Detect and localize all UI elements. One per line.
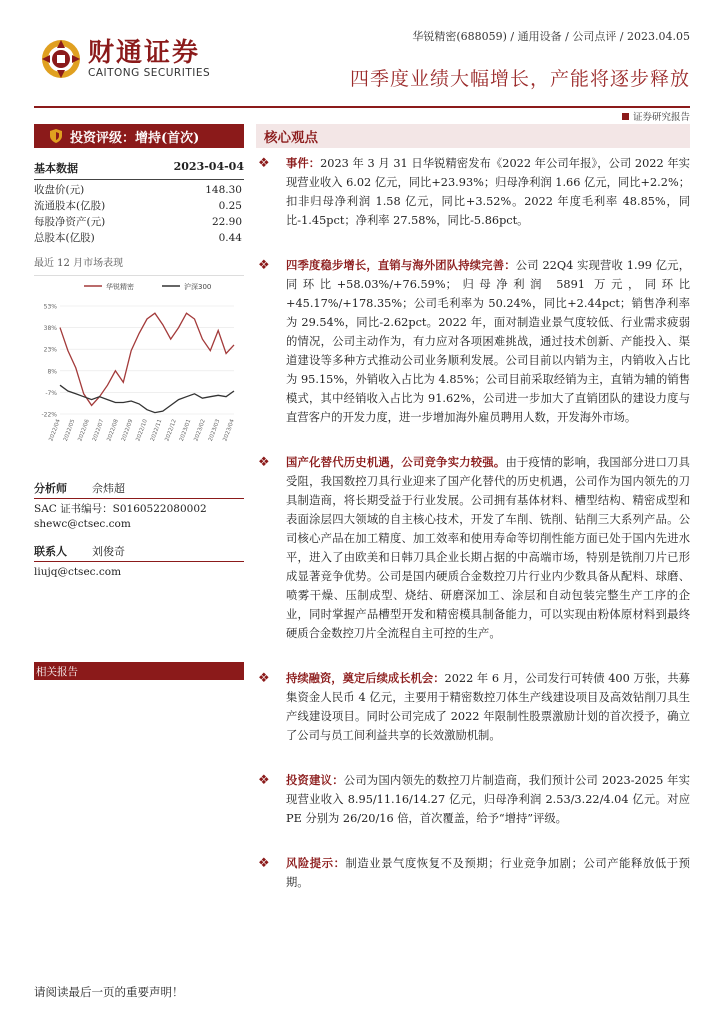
contact-block <box>34 542 244 580</box>
caitong-logo-icon <box>40 38 82 80</box>
x-tick-label: 2022/05 <box>62 418 77 443</box>
diamond-bullet-icon: ❖ <box>258 156 270 171</box>
logo-en-text: CAITONG SECURITIES <box>88 67 211 79</box>
analyst-sac: SAC 证书编号：S0160522080002 <box>34 503 207 515</box>
paragraph-text: 2022 年 6 月，公司发行可转债 400 万张，共募集资金人民币 4 亿元，主要用于精密数控刀体生产线建设项目及高效钻削刀具生产线建设项目。同时公司完成了 2022 年限制性股票激励计划的首次授予，确立了公司与员工间利益共享的长效激励机制。 <box>286 672 690 742</box>
paragraph-gap <box>256 643 690 663</box>
basic-data-value: 0.44 <box>218 232 242 244</box>
document-meta: 华锐精密(688059) / 通用设备 / 公司点评 / 2023.04.05 <box>412 30 690 43</box>
x-tick-label: 2023/02 <box>193 418 207 443</box>
square-bullet-icon <box>622 113 629 120</box>
y-tick-label: 8% <box>47 368 57 376</box>
analyst-label: 分析师 <box>34 482 67 495</box>
analyst-block <box>34 479 244 532</box>
report-headline: 四季度业绩大幅增长，产能将逐步释放 <box>349 68 690 90</box>
paragraph-lead: 持续融资，奠定后续成长机会： <box>286 671 445 685</box>
paragraph-lead: 四季度稳步增长，直销与海外团队持续完善： <box>286 258 516 272</box>
analyst-name: 佘炜超 <box>92 482 125 495</box>
market-performance-title: 最近 12 月市场表现 <box>34 258 124 269</box>
paragraph-lead: 风险提示： <box>286 856 346 870</box>
basic-data-row <box>34 214 244 230</box>
contact-email[interactable]: liujq@ctsec.com <box>34 566 122 578</box>
y-tick-label: 38% <box>43 325 57 333</box>
paragraph-text: 公司 22Q4 实现营收 1.99 亿元，同环比+58.03%/+76.59%；归母净利润 5891 万元，同环比+45.17%/+178.35%；公司毛利率为 50.24%，同比+2.44pct；销售净利率为 29.54%，同比-2.62pct。2022 年，面对制造业景气度较低、行业需求疲弱的情况，公司主动作为，有力应对各项困难挑战，通过技术创新、产能投入、渠道建设等多种方式推动公司业务顺利发展。公司目前以内销为主，内销收入占比为 95.15%，外销收入占比为 4.85%；公司目前采取经销为主，直销为辅的销售模式，其中经销收入占比为 91.62%，公司进一步加大了直销团队的建设力度与直营客户的开发力度，进一步增加海外雇员聘用人数，开发海外市场。 <box>286 259 690 424</box>
viewpoint-paragraph <box>256 453 690 643</box>
x-tick-label: 2022/07 <box>91 418 106 443</box>
core-view-title: 核心观点 <box>256 124 690 148</box>
x-tick-label: 2022/10 <box>135 418 149 443</box>
basic-data-value: 0.25 <box>218 200 242 212</box>
diamond-bullet-icon: ❖ <box>258 258 270 273</box>
disclaimer-note: 请阅读最后一页的重要声明！ <box>34 985 184 999</box>
series-line <box>60 313 234 405</box>
basic-data-key: 流通股本(亿股) <box>34 200 106 212</box>
legend-label: 华锐精密 <box>106 283 134 291</box>
diamond-bullet-icon: ❖ <box>258 856 270 871</box>
series-line <box>60 385 234 412</box>
y-tick-label: -7% <box>45 389 57 397</box>
basic-data-divider <box>34 179 244 180</box>
basic-data-value: 148.30 <box>205 184 242 196</box>
analyst-email[interactable]: shewc@ctsec.com <box>34 518 131 530</box>
paragraph-gap <box>256 828 690 848</box>
rating-bar <box>34 124 244 148</box>
basic-data-key: 每股净资产(元) <box>34 216 106 228</box>
rating-label: 投资评级：增持(首次) <box>70 130 200 146</box>
market-performance-chart <box>34 275 244 465</box>
x-tick-label: 2022/12 <box>164 418 178 443</box>
paragraph-text: 公司为国内领先的数控刀片制造商，我们预计公司 2023-2025 年实现营业收入 8.95/11.16/14.27 亿元，归母净利润 2.53/3.22/4.04 亿元。对应 PE 分别为 26/20/16 倍，首次覆盖，给予“增持”评级。 <box>286 774 690 825</box>
legend-label: 沪深300 <box>184 283 212 291</box>
paragraph-gap <box>256 230 690 250</box>
y-tick-label: -22% <box>41 411 57 419</box>
market-performance-svg <box>34 276 244 466</box>
paragraph-text: 制造业景气度恢复不及预期；行业竞争加剧；公司产能释放低于预期。 <box>286 857 690 889</box>
x-tick-label: 2023/01 <box>178 418 193 443</box>
diamond-bullet-icon: ❖ <box>258 671 270 686</box>
contact-header <box>34 542 244 560</box>
basic-data-header <box>34 160 244 176</box>
basic-data-row <box>34 230 244 246</box>
viewpoint-paragraph <box>256 854 690 892</box>
paragraph-gap <box>256 427 690 447</box>
basic-data-date: 2023-04-04 <box>173 160 244 173</box>
report-type-label: 证券研究报告 <box>632 112 690 123</box>
report-type <box>622 109 690 123</box>
diamond-bullet-icon: ❖ <box>258 455 270 470</box>
x-tick-label: 2022/09 <box>120 418 135 443</box>
sidebar <box>34 124 244 680</box>
caitong-logo <box>40 38 210 80</box>
analyst-header <box>34 479 244 497</box>
x-tick-label: 2022/11 <box>149 418 164 443</box>
diamond-bullet-icon: ❖ <box>258 773 270 788</box>
y-tick-label: 23% <box>43 346 57 354</box>
basic-data-key: 收盘价(元) <box>34 184 85 196</box>
paragraph-gap <box>256 745 690 765</box>
x-tick-label: 2022/04 <box>48 418 62 443</box>
paragraph-lead: 投资建议： <box>286 773 344 787</box>
basic-data-title: 基本数据 <box>34 162 78 175</box>
analyst-divider <box>34 498 244 499</box>
logo-cn-text: 财通证券 <box>88 38 201 68</box>
paragraph-lead: 事件： <box>286 156 321 170</box>
y-tick-label: 53% <box>43 303 57 311</box>
x-tick-label: 2023/04 <box>222 418 236 443</box>
viewpoint-paragraph <box>256 154 690 230</box>
basic-data-key: 总股本(亿股) <box>34 232 95 244</box>
header-divider <box>34 106 690 108</box>
contact-divider <box>34 561 244 562</box>
basic-data-row <box>34 182 244 198</box>
basic-data-value: 22.90 <box>211 216 242 228</box>
viewpoint-paragraph <box>256 771 690 828</box>
paragraph-text: 2023 年 3 月 31 日华锐精密发布《2022 年公司年报》，公司 2022 年实现营业收入 6.02 亿元，同比+23.93%；归母净利润 1.66 亿元，同比+2.2%；扣非归母净利润 1.58 亿元，同比+3.52%。2022 年度毛利率 48.85%，同比-1.45pct；净利率 27.58%，同比-5.86pct。 <box>286 157 690 227</box>
contact-name: 刘俊奇 <box>92 545 125 558</box>
x-tick-label: 2022/06 <box>77 418 91 443</box>
main-content <box>256 124 690 892</box>
x-tick-label: 2022/08 <box>106 418 120 443</box>
contact-label: 联系人 <box>34 545 67 558</box>
x-tick-label: 2023/03 <box>207 418 222 443</box>
basic-data-row <box>34 198 244 214</box>
viewpoint-paragraph <box>256 256 690 427</box>
paragraph-lead: 国产化替代历史机遇，公司竞争实力较强。 <box>286 455 506 469</box>
paragraph-text: 由于疫情的影响，我国部分进口刀具受阻，我国数控刀具行业迎来了国产化替代的历史机遇，公司作为国内领先的刀具制造商，将长期受益于行业发展。公司拥有基体材料、槽型结构、精密成型和表面涂层四大领域的自主核心技术，开发了车削、铣削、钻削三大系列产品。公司核心产品在加工精度、加工效率和使用寿命等切削性能方面已处于国内先进水平，进入了由欧美和日韩刀具企业长期占据的中高端市场，特别是铣削刀片已形成显著竞争优势。公司是国内硬质合金数控刀片行业内少数具备从配料、球磨、喷雾干燥、压制成型、烧结、研磨深加工、涂层和自动包装完整生产工序的企业，同时掌握产品槽型开发和精密模具制备能力，可以实现由粉体原材料到最终硬质合金数控刀片全流程自主可控的生产。 <box>286 456 690 640</box>
shield-icon <box>50 129 62 143</box>
related-reports-bar: 相关报告 <box>34 662 244 680</box>
viewpoint-paragraph <box>256 669 690 745</box>
